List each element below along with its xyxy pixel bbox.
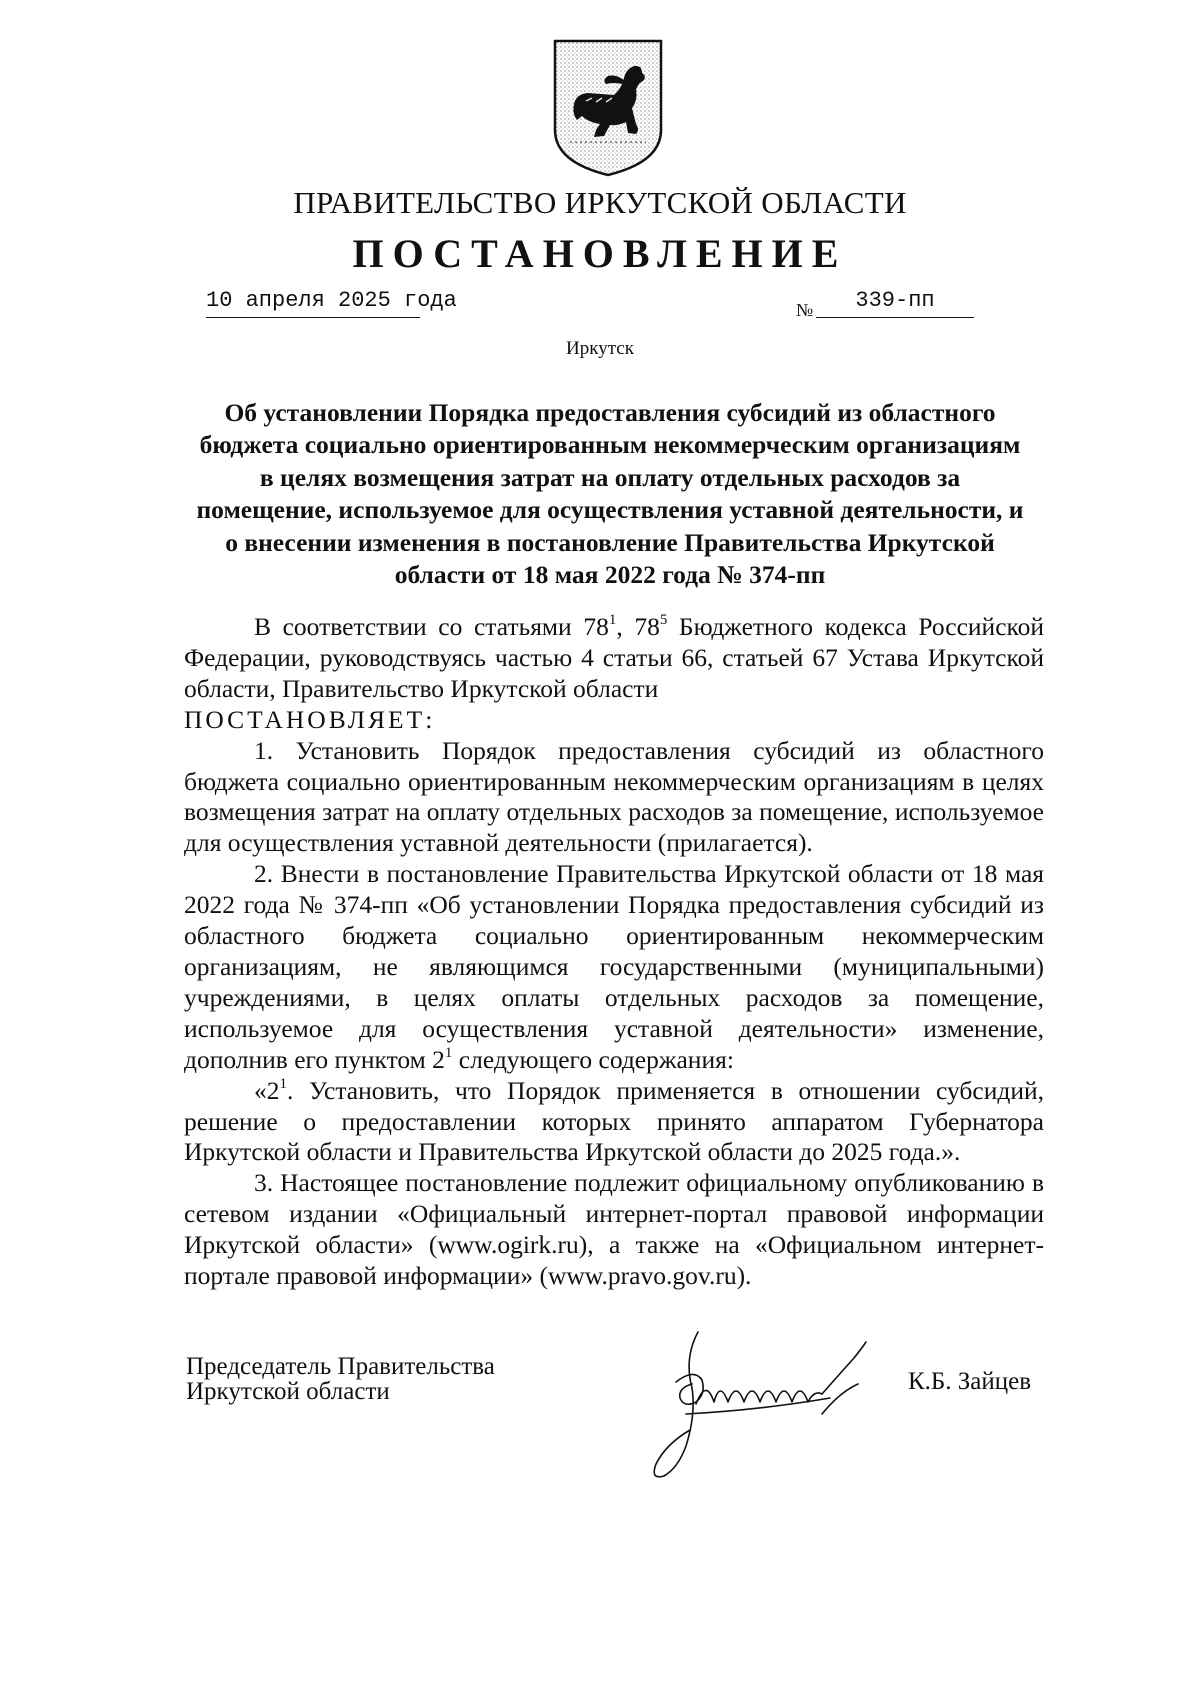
coat-of-arms-emblem: [552, 38, 664, 178]
government-title: ПРАВИТЕЛЬСТВО ИРКУТСКОЙ ОБЛАСТИ: [293, 185, 907, 220]
item-1-paragraph: 1. Установить Порядок предоставления субсидий из областного бюджета социально ориентированным некоммерческим организациям в целях возмещения затрат на оплату отдельных расходов за помещение, используемое для осуществления уставной деятельности (прилагается).: [184, 735, 1044, 858]
resolves-word: ПОСТАНОВЛЯЕТ:: [184, 704, 436, 734]
position-line: Председатель Правительства: [186, 1353, 495, 1380]
heading-line: в целях возмещения затрат на оплату отдельных расходов за: [259, 462, 961, 492]
heading-line: бюджета социально ориентированным некоммерческим организациям: [199, 430, 1021, 460]
document-body: [184, 612, 1044, 1292]
document-number: 339-пп: [816, 288, 974, 318]
heading-line: Об установлении Порядка предоставления субсидий из областного: [224, 398, 996, 427]
document-type: ПОСТАНОВЛЕНИЕ: [352, 231, 848, 276]
city: Иркутск: [566, 338, 634, 359]
number-label: №: [796, 300, 814, 320]
document-heading: [180, 397, 1040, 591]
preamble-paragraph: В соответствии со статьями $78^1$, $78^5$ Бюджетного кодекса Российской Федерации, руководствуясь частью 4 статьи 66, статьей 67 Устава Иркутской области, Правительство Иркутской области: [184, 612, 1044, 703]
signatory-name: К.Б. Зайцев: [908, 1368, 1032, 1395]
item-3-paragraph: 3. Настоящее постановление подлежит официальному опубликованию в сетевом издании «Официальный интернет-портал правовой информации Иркутской области» (www.ogirk.ru), а также на «Официальном интернет-портале правовой информации» (www.pravo.gov.ru).: [184, 1168, 1044, 1291]
heading-line: о внесении изменения в постановление Правительства Иркутской: [225, 527, 995, 557]
heading-line: помещение, используемое для осуществления уставной деятельности, и: [196, 495, 1024, 525]
document-date: 10 апреля 2025 года: [206, 288, 420, 318]
item-2-paragraph: 2. Внести в постановление Правительства Иркутской области от 18 мая 2022 года № 374-пп «Об установлении Порядка предоставления субсидий из областного бюджета социально ориентированным некоммерческим организациям, не являющимся государственными (муниципальными) учреждениями, в целях оплаты отдельных расходов за помещение, используемое для осуществления уставной деятельности» изменение, дополнив его пунктом $2^1$ следующего содержания:: [184, 859, 1044, 1074]
heading-line: области от 18 мая 2022 года № 374-пп: [394, 560, 826, 590]
position-line: Иркутской области: [186, 1378, 390, 1405]
amendment-quote-paragraph: «$2^1$. Установить, что Порядок применяется в отношении субсидий, решение о предоставлении которых принято аппаратом Губернатора Иркутской области и Правительства Иркутской области до 2025 года.».: [184, 1075, 1044, 1167]
signatory-position: [186, 1354, 495, 1404]
handwritten-signature: [640, 1318, 880, 1488]
